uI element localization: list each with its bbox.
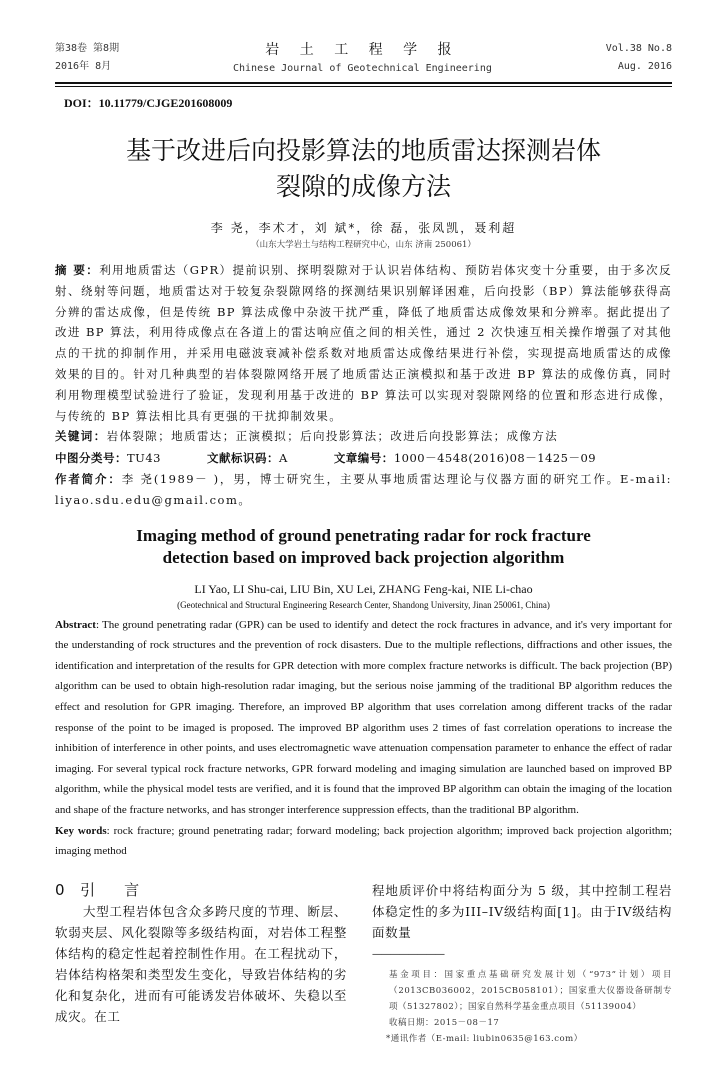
body-columns: [55, 880, 672, 1047]
abstract-en-label: Abstract: [55, 618, 96, 631]
doc-code-label: 文献标识码：: [207, 451, 279, 466]
title-en: Imaging method of ground penetrating radar for rock fracture detection based on improved back projection algorithm: [136, 525, 591, 567]
abstract-cn-text: 利用地质雷达（GPR）提前识别、探明裂隙对于认识岩体结构、预防岩体灾变十分重要，由于多次反射、绕射等问题，地质雷达对于较复杂裂隙网络的探测结果识别解译困难，后向投影（BP）算法能够获得高分辨的雷达成像，但是传统 BP 算法成像中杂波干扰严重，降低了地质雷达成像效果和分辨率。据此提出了改进 BP 算法，利用待成像点在各道上的雷达响应值之间的相关性，通过 2 次快速互相关操作增强了对其他点的干扰的抑制作用，并采用电磁波衰减补偿系数对地质雷达成像结果进行补偿，实现提高地质雷达的成像效果的目的。针对几种典型的岩体裂隙网络开展了地质雷达正演模拟和基于改进 BP 算法的成像仿真，同时利用物理模型试验进行了验证，发现利用基于改进的 BP 算法可以实现对裂隙网络的位置和形态进行成像，与传统的 BP 算法相比具有更强的干扰抑制效果。: [55, 263, 672, 423]
authors-en: LI Yao, LI Shu-cai, LIU Bin, XU Lei, ZHANG Feng-kai, NIE Li-chao: [194, 581, 533, 596]
volume-issue-en: Vol.38 No.8: [605, 43, 672, 54]
intro-right-column: 程地质评价中将结构面分为 5 级，其中控制工程岩体稳定性的多为III–IV级结构面[1]。由于IV级结构面数量: [372, 882, 672, 940]
article-no-label: 文章编号：: [333, 451, 394, 466]
intro-left-column: 大型工程岩体包含众多跨尺度的节理、断层、软弱夹层、风化裂隙等多级结构面，对岩体工程整体结构的稳定性起着控制性作用。在工程扰动下，岩体结构格架和类型发生变化，导致岩体结构的劣化和复杂化，进而有可能诱发岩体破坏、失稳以至成灾。在工: [55, 903, 347, 1024]
received-date: 收稿日期：2015－08－17: [389, 1017, 500, 1028]
authors-cn: 李 尧，李术才，刘 斌*，徐 磊，张凤凯，聂利超: [210, 221, 517, 235]
affiliation-cn: （山东大学岩土与结构工程研究中心，山东 济南 250061）: [251, 240, 476, 250]
doi[interactable]: DOI：10.11779/CJGE201608009: [64, 96, 233, 110]
header-center: [233, 40, 492, 78]
clc-label: 中图分类号：: [55, 451, 127, 466]
journal-name-cn: 岩 土 工 程 学 报: [265, 42, 460, 58]
header-left: [55, 40, 119, 76]
fund-note: 基金项目：国家重点基础研究发展计划（“973”计划）项目（2013CB036002，2015CB058101）；国家重大仪器设备研制专项（51327802）；国家自然科学基金重点项目（51139004）: [389, 969, 672, 1012]
author-bio-label: 作者简介：: [55, 471, 122, 486]
abstract-cn-label: 摘 要：: [55, 263, 100, 277]
author-bio: [55, 469, 672, 511]
classification-line: [55, 448, 672, 469]
keywords-en-text: : rock fracture; ground penetrating radar; forward modeling; back projection algorithm; improved back projection algorithm; imaging method: [55, 824, 673, 858]
keywords-cn-label: 关键词：: [55, 429, 107, 444]
corresponding-author[interactable]: *通讯作者（E-mail: liubin0635@163.com）: [386, 1033, 583, 1044]
abstract-cn: [55, 260, 672, 447]
clc-value: TU43: [127, 451, 161, 466]
header-rule: [55, 82, 672, 84]
left-column: [55, 880, 347, 1047]
running-header: [55, 40, 672, 78]
abstract-en-text: : The ground penetrating radar (GPR) can be used to identify and detect the rock fractures in advance, and it's very important for the understanding of rock structures and the prevention of rock disasters. Due to the multiple reflections, diffractions and other issues, the identification and interpretation of the results for GPR detection with more complex fracture networks is difficult. The back projection (BP) algorithm can be used to obtain high-resolution radar imaging, but the serious noise jamming of the traditional BP algorithm reduces the effect and resolution for GPR imaging. Therefore, an improved BP algorithm that uses correlation among different tracks of the radar response of the point to be imaged is proposed. The improved BP algorithm uses 2 times of fast correlation operations to increase the inhibition of interference in other points, and uses electromagnetic wave attenuation compensation parameter to enhance the effect of radar imaging. For several typical rock fracture networks, GPR forward modeling and imaging simulation are launched based on improved BP algorithm, while the physical model tests are verified, and it is found that the improved BP algorithm can obtain the imaging of the location and shape of the fracture networks, and has stronger interference suppression effects, than the traditional BP algorithm.: [55, 618, 672, 816]
doc-code-value: A: [279, 451, 288, 466]
date-cn: 2016年 8月: [55, 61, 112, 72]
date-en: Aug. 2016: [617, 61, 672, 72]
article-no-value: 1000－4548(2016)08－1425－09: [393, 451, 597, 466]
keywords-en-label: Key words: [55, 824, 107, 837]
title-cn: 基于改进后向投影算法的地质雷达探测岩体裂隙的成像方法: [125, 136, 601, 201]
header-rule-thin: [55, 86, 672, 87]
journal-name-en: Chinese Journal of Geotechnical Engineering: [232, 63, 492, 74]
header-right: [606, 40, 672, 76]
affiliation-en: (Geotechnical and Structural Engineering Research Center, Shandong University, Jinan 250061, China): [177, 599, 550, 610]
section-heading: 0 引 言: [55, 880, 142, 899]
right-column: [372, 880, 672, 1047]
author-bio-text[interactable]: 李 尧(1989－ )，男，博士研究生，主要从事地质雷达理论与仪器方面的研究工作。E-mail: liyao.sdu.edu@gmail.com。: [55, 471, 672, 507]
abstract-en: [55, 615, 672, 862]
volume-issue-cn: 第38卷 第8期: [55, 43, 120, 54]
footnote-rule: ————————: [372, 948, 444, 960]
keywords-cn-text: 岩体裂隙；地质雷达；正演模拟；后向投影算法；改进后向投影算法；成像方法: [106, 429, 559, 444]
